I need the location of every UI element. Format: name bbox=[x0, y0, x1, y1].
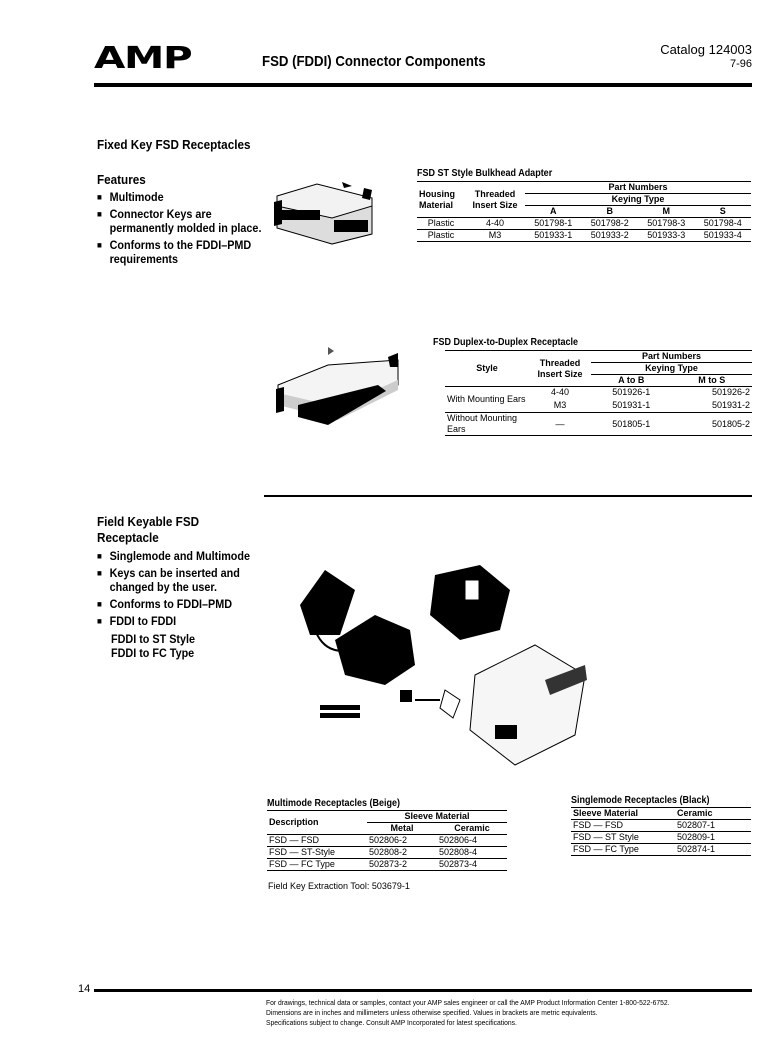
cell: 502874-1 bbox=[677, 844, 716, 854]
footer-line: Dimensions are in inches and millimeters unless otherwise specified. Values in brackets are metric equivalents. bbox=[266, 1008, 598, 1017]
cell: 501805-2 bbox=[711, 418, 750, 429]
cell: — bbox=[555, 418, 565, 429]
cell: 502808-4 bbox=[439, 847, 478, 857]
subitem: FDDI to ST Style bbox=[111, 632, 196, 646]
field-keyable-features bbox=[97, 549, 281, 628]
duplex-receptacle-image bbox=[268, 345, 408, 435]
feature-item: ■ Conforms to the FDDI–PMD requirements bbox=[97, 238, 263, 266]
footer-notes bbox=[266, 998, 669, 1028]
feature-item: ■ Connector Keys are permanently molded in place. bbox=[97, 207, 263, 235]
cell: M3 bbox=[553, 399, 567, 410]
cell: Plastic bbox=[427, 218, 455, 228]
table-row bbox=[267, 859, 507, 871]
cell: M3 bbox=[488, 230, 502, 240]
section-heading-fixed-key: Fixed Key FSD Receptacles bbox=[97, 137, 251, 152]
col-style: Style bbox=[476, 363, 498, 373]
cell: FSD — FC Type bbox=[269, 859, 335, 869]
part-numbers-header: Part Numbers bbox=[641, 351, 702, 361]
col-metal: Metal bbox=[390, 823, 414, 833]
cell: FSD — FSD bbox=[573, 820, 624, 830]
table4-title: Singlemode Receptacles (Black) bbox=[571, 795, 710, 806]
key-col: M bbox=[662, 206, 670, 216]
bulkhead-adapter-table bbox=[417, 181, 751, 242]
key-col: S bbox=[719, 206, 726, 216]
section-heading-field-keyable: Field Keyable FSD Receptacle bbox=[97, 514, 200, 545]
sleeve-material-header: Sleeve Material bbox=[404, 811, 470, 821]
cell: 501798-1 bbox=[534, 218, 573, 228]
features-list bbox=[97, 190, 281, 269]
part-numbers-header: Part Numbers bbox=[608, 182, 668, 192]
cell: 501933-3 bbox=[647, 230, 686, 240]
subitems bbox=[111, 632, 195, 660]
feature-item: ■ Keys can be inserted and changed by the user. bbox=[97, 566, 263, 594]
cell: 502807-1 bbox=[677, 820, 716, 830]
col-threaded-insert: Threaded Insert Size bbox=[472, 188, 518, 210]
duplex-receptacle-table bbox=[445, 350, 752, 436]
feature-item: ■ Conforms to FDDI–PMD bbox=[97, 597, 263, 611]
cell: 501931-2 bbox=[711, 399, 750, 410]
table-row bbox=[267, 835, 507, 847]
cell: 502808-2 bbox=[369, 847, 408, 857]
cell: 501798-3 bbox=[647, 218, 686, 228]
cell: 501926-1 bbox=[612, 387, 651, 397]
cell: 501798-2 bbox=[590, 218, 629, 228]
keying-type-header: Keying Type bbox=[645, 363, 698, 373]
cell: 501933-2 bbox=[590, 230, 629, 240]
section-divider bbox=[264, 495, 752, 497]
catalog-number: Catalog 124003 bbox=[660, 42, 752, 57]
key-col: M to S bbox=[698, 375, 726, 385]
cell: 502806-4 bbox=[439, 835, 478, 845]
key-col: A bbox=[550, 206, 557, 216]
cell: 4-40 bbox=[485, 218, 504, 228]
multimode-receptacles-table bbox=[267, 810, 507, 871]
cell: FSD — ST Style bbox=[573, 832, 639, 842]
keying-type-header: Keying Type bbox=[611, 194, 665, 204]
table-row bbox=[445, 387, 752, 399]
header-rule bbox=[94, 83, 752, 87]
feature-item: ■ FDDI to FDDI bbox=[97, 614, 263, 628]
cell: 501933-4 bbox=[703, 230, 742, 240]
bulkhead-adapter-image bbox=[272, 176, 377, 246]
feature-item: ■ Multimode bbox=[97, 190, 263, 204]
field-keyable-receptacles-image bbox=[295, 560, 595, 775]
col-threaded-insert: Threaded Insert Size bbox=[537, 357, 583, 379]
cell: 501931-1 bbox=[612, 399, 651, 410]
key-col: B bbox=[606, 206, 613, 216]
cell: 501798-4 bbox=[703, 218, 742, 228]
col-sleeve-material: Sleeve Material bbox=[573, 808, 639, 818]
table-row bbox=[571, 832, 751, 844]
cell: FSD — FC Type bbox=[573, 844, 639, 854]
table-row bbox=[571, 844, 751, 856]
col-ceramic: Ceramic bbox=[677, 808, 713, 818]
footer-rule bbox=[94, 989, 752, 992]
cell: FSD — FSD bbox=[269, 835, 320, 845]
footer-line: For drawings, technical data or samples, contact your AMP sales engineer or call the AMP Product Information Center 1-800-522-6752. bbox=[266, 998, 670, 1007]
catalog-date: 7-96 bbox=[729, 58, 752, 70]
cell: 501933-1 bbox=[534, 230, 573, 240]
cell: 502806-2 bbox=[369, 835, 408, 845]
cell: With Mounting Ears bbox=[447, 394, 526, 404]
table-row bbox=[267, 847, 507, 859]
cell: 501805-1 bbox=[612, 418, 651, 429]
page-title: FSD (FDDI) Connector Components bbox=[262, 53, 486, 70]
table-row bbox=[445, 413, 752, 436]
page-number: 14 bbox=[78, 983, 91, 995]
singlemode-receptacles-table bbox=[571, 807, 751, 856]
col-description: Description bbox=[269, 817, 319, 827]
table-row bbox=[417, 218, 751, 230]
cell: 502873-4 bbox=[439, 859, 478, 869]
amp-logo: AMP bbox=[94, 41, 192, 76]
feature-item: ■ Singlemode and Multimode bbox=[97, 549, 263, 563]
table2-title: FSD Duplex-to-Duplex Receptacle bbox=[433, 337, 579, 348]
subitem: FDDI to FC Type bbox=[111, 646, 195, 660]
key-col: A to B bbox=[618, 375, 645, 385]
table1-title: FSD ST Style Bulkhead Adapter bbox=[417, 168, 553, 179]
cell: 501926-2 bbox=[711, 387, 750, 397]
table3-title: Multimode Receptacles (Beige) bbox=[267, 798, 401, 809]
col-ceramic: Ceramic bbox=[454, 823, 490, 833]
table-row bbox=[417, 230, 751, 242]
cell: 4-40 bbox=[550, 387, 569, 397]
cell: FSD — ST-Style bbox=[269, 847, 336, 857]
col-housing-material: Housing Material bbox=[419, 188, 455, 210]
features-heading: Features bbox=[97, 172, 146, 187]
footer-line: Specifications subject to change. Consult AMP Incorporated for latest specifications. bbox=[266, 1018, 517, 1027]
cell: Without Mounting Ears bbox=[447, 413, 518, 434]
cell: Plastic bbox=[427, 230, 455, 240]
table-row bbox=[571, 820, 751, 832]
cell: 502809-1 bbox=[677, 832, 716, 842]
cell: 502873-2 bbox=[369, 859, 408, 869]
extraction-tool-note: Field Key Extraction Tool: 503679-1 bbox=[268, 881, 410, 891]
